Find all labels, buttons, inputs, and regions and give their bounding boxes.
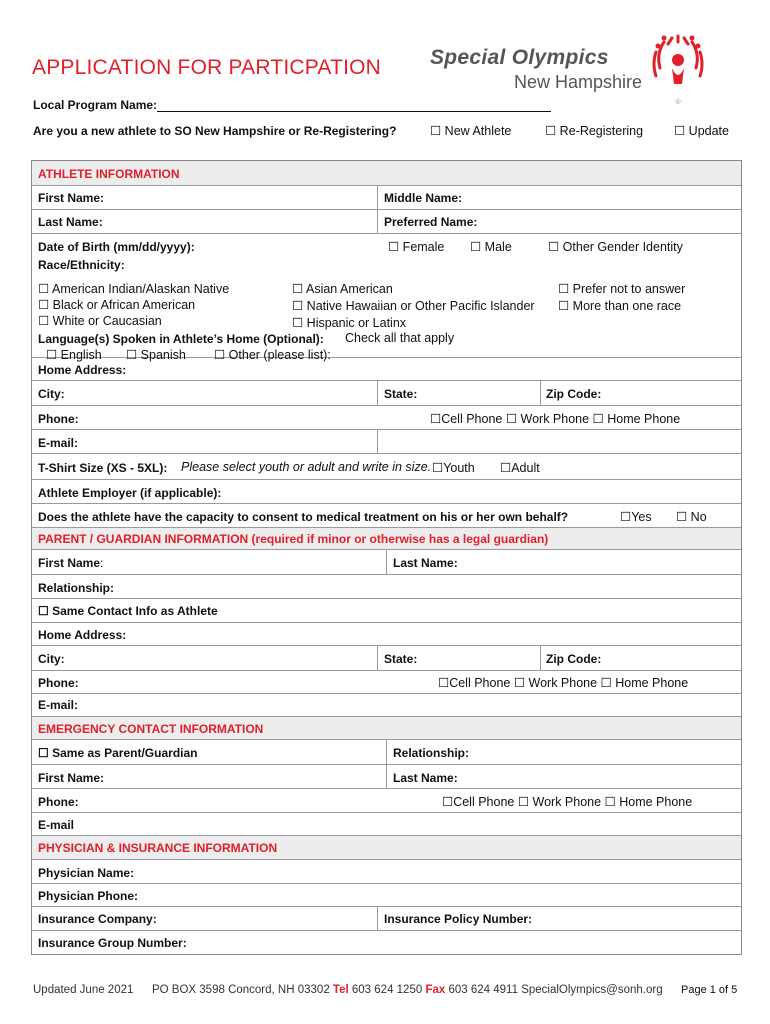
local-program-label: Local Program Name: [33, 98, 158, 112]
logo-line2: New Hampshire [514, 72, 643, 92]
consent-row [32, 504, 741, 528]
re-registering-checkbox[interactable]: ☐ Re-Registering [545, 124, 644, 138]
guardian-first-name-label: First Name [38, 556, 101, 570]
gender-male-checkbox[interactable]: ☐ Male [470, 240, 512, 254]
emergency-name-row [32, 765, 741, 789]
insurance-company-field[interactable]: Insurance Company: [38, 912, 157, 926]
language-spanish-checkbox[interactable]: ☐ Spanish [126, 348, 186, 362]
emergency-same-row [32, 740, 741, 765]
application-form [31, 160, 742, 955]
guardian-home-address-field[interactable]: Home Address: [38, 628, 127, 642]
guardian-same-contact-row [32, 599, 741, 623]
local-program-input[interactable] [157, 99, 551, 112]
athlete-dob-field[interactable]: Date of Birth (mm/dd/yyyy): [38, 240, 195, 254]
guardian-phone-row [32, 671, 741, 694]
emergency-email-row [32, 813, 741, 836]
athlete-tshirt-row [32, 454, 741, 480]
guardian-same-contact-checkbox[interactable]: ☐ Same Contact Info as Athlete [38, 604, 218, 618]
language-hint: Check all that apply [345, 331, 455, 345]
tshirt-adult-checkbox[interactable]: ☐Adult [500, 461, 540, 475]
race-multiple-checkbox[interactable]: ☐ More than one race [558, 299, 682, 313]
athlete-city-field[interactable]: City: [38, 387, 65, 401]
guardian-name-row [32, 550, 741, 575]
guardian-first-name-field[interactable] [38, 556, 103, 570]
race-prefer-not-checkbox[interactable]: ☐ Prefer not to answer [558, 282, 686, 296]
race-asian-checkbox[interactable]: ☐ Asian American [292, 282, 393, 296]
language-other-checkbox[interactable]: ☐ Other (please list): [214, 348, 331, 362]
athlete-employer-row [32, 480, 741, 504]
athlete-first-name-field[interactable]: First Name: [38, 191, 105, 205]
athlete-last-name-row [32, 210, 741, 234]
athlete-phone-type-options[interactable]: ☐Cell Phone ☐ Work Phone ☐ Home Phone [430, 412, 681, 426]
guardian-state-field[interactable]: State: [384, 652, 418, 666]
new-athlete-checkbox[interactable]: ☐ New Athlete [430, 124, 512, 138]
race-hispanic-checkbox[interactable]: ☐ Hispanic or Latinx [292, 316, 407, 330]
footer-contact [152, 984, 663, 996]
race-label: Race/Ethnicity: [38, 258, 125, 272]
physician-name-field[interactable]: Physician Name: [38, 866, 135, 880]
tshirt-hint: Please select youth or adult and write in size. [181, 460, 432, 474]
emergency-phone-field[interactable]: Phone: [38, 795, 79, 809]
athlete-state-field[interactable]: State: [384, 387, 418, 401]
guardian-zip-field[interactable]: Zip Code: [546, 652, 602, 666]
footer-updated: Updated June 2021 [33, 984, 134, 996]
tshirt-youth-checkbox[interactable]: ☐Youth [432, 461, 475, 475]
race-pacific-islander-checkbox[interactable]: ☐ Native Hawaiian or Other Pacific Islander [292, 299, 535, 313]
insurance-row [32, 907, 741, 931]
athlete-last-name-field[interactable]: Last Name: [38, 215, 103, 229]
race-white-checkbox[interactable]: ☐ White or Caucasian [38, 314, 162, 328]
footer-fax: 603 624 4911 [448, 984, 518, 996]
emergency-last-name-field[interactable]: Last Name: [393, 771, 458, 785]
athlete-zip-field[interactable]: Zip Code: [546, 387, 602, 401]
guardian-section-header [32, 528, 741, 550]
consent-no-checkbox[interactable]: ☐ No [676, 510, 707, 524]
emergency-same-as-guardian-checkbox[interactable]: ☐ Same as Parent/Guardian [38, 746, 198, 760]
special-olympics-emblem-icon [652, 34, 704, 106]
athlete-section-header [32, 161, 741, 186]
emergency-section-header [32, 717, 741, 740]
guardian-email-row [32, 694, 741, 717]
gender-female-checkbox[interactable]: ☐ Female [388, 240, 445, 254]
emergency-phone-row [32, 789, 741, 813]
consent-yes-checkbox[interactable]: ☐Yes [620, 510, 652, 524]
guardian-relationship-field[interactable]: Relationship: [38, 581, 115, 595]
athlete-preferred-name-field[interactable]: Preferred Name: [384, 215, 478, 229]
athlete-address-row [32, 358, 741, 381]
athlete-name-row [32, 186, 741, 210]
physician-name-row [32, 860, 741, 884]
physician-phone-field[interactable]: Physician Phone: [38, 889, 139, 903]
physician-section-header [32, 836, 741, 860]
athlete-email-field[interactable]: E-mail: [38, 436, 79, 450]
emergency-email-field[interactable]: E-mail [38, 818, 75, 832]
guardian-relationship-row [32, 575, 741, 599]
local-program-row [33, 98, 551, 112]
footer-tel: 603 624 1250 [351, 984, 423, 996]
athlete-section-title: ATHLETE INFORMATION [38, 167, 180, 181]
footer-email-link[interactable]: SpecialOlympics@sonh.org [521, 984, 663, 996]
guardian-phone-field[interactable]: Phone: [38, 676, 79, 690]
footer-page-number: Page 1 of 5 [681, 984, 738, 996]
svg-text:®: ® [674, 98, 682, 106]
guardian-last-name-field[interactable]: Last Name: [393, 556, 458, 570]
footer-address: PO BOX 3598 Concord, NH 03302 [152, 984, 330, 996]
athlete-employer-field[interactable]: Athlete Employer (if applicable): [38, 486, 222, 500]
race-american-indian-checkbox[interactable]: ☐ American Indian/Alaskan Native [38, 282, 230, 296]
guardian-city-field[interactable]: City: [38, 652, 65, 666]
athlete-middle-name-field[interactable]: Middle Name: [384, 191, 463, 205]
physician-phone-row [32, 884, 741, 907]
emergency-section-title: EMERGENCY CONTACT INFORMATION [38, 722, 264, 736]
insurance-policy-field[interactable]: Insurance Policy Number: [384, 912, 533, 926]
registration-question-row [33, 124, 753, 138]
guardian-email-field[interactable]: E-mail: [38, 698, 79, 712]
physician-section-title: PHYSICIAN & INSURANCE INFORMATION [38, 841, 278, 855]
footer-fax-label: Fax [425, 984, 446, 996]
athlete-city-row [32, 381, 741, 406]
gender-other-checkbox[interactable]: ☐ Other Gender Identity [548, 240, 683, 254]
guardian-city-row [32, 646, 741, 671]
emergency-phone-type-options[interactable]: ☐Cell Phone ☐ Work Phone ☐ Home Phone [442, 795, 693, 809]
guardian-first-name-colon: : [100, 556, 104, 570]
update-checkbox[interactable]: ☐ Update [674, 124, 729, 138]
page-title: APPLICATION FOR PARTICPATION [32, 56, 382, 79]
emergency-relationship-field[interactable]: Relationship: [393, 746, 470, 760]
athlete-phone-field[interactable]: Phone: [38, 412, 79, 426]
guardian-section-title: PARENT / GUARDIAN INFORMATION (required if minor or otherwise has a legal guardian) [38, 532, 549, 546]
tshirt-label: T-Shirt Size (XS - 5XL): [38, 461, 168, 475]
emergency-first-name-field[interactable]: First Name: [38, 771, 105, 785]
race-black-checkbox[interactable]: ☐ Black or African American [38, 298, 196, 312]
language-label: Language(s) Spoken in Athlete’s Home (Optional): [38, 332, 324, 346]
guardian-phone-type-options[interactable]: ☐Cell Phone ☐ Work Phone ☐ Home Phone [438, 676, 689, 690]
athlete-demographics-block [32, 234, 741, 362]
registration-question: Are you a new athlete to SO New Hampshire or Re-Registering? [33, 124, 397, 138]
footer-tel-label: Tel [332, 984, 349, 996]
athlete-home-address-field[interactable]: Home Address: [38, 363, 127, 377]
insurance-group-field[interactable]: Insurance Group Number: [38, 936, 187, 950]
logo-line1: Special Olympics [430, 46, 609, 69]
athlete-email-row [32, 430, 741, 454]
athlete-phone-row [32, 406, 741, 430]
consent-question: Does the athlete have the capacity to consent to medical treatment on his or her own behalf? [38, 510, 569, 524]
guardian-address-row [32, 623, 741, 646]
insurance-group-row [32, 931, 741, 954]
language-english-checkbox[interactable]: ☐ English [46, 348, 102, 362]
